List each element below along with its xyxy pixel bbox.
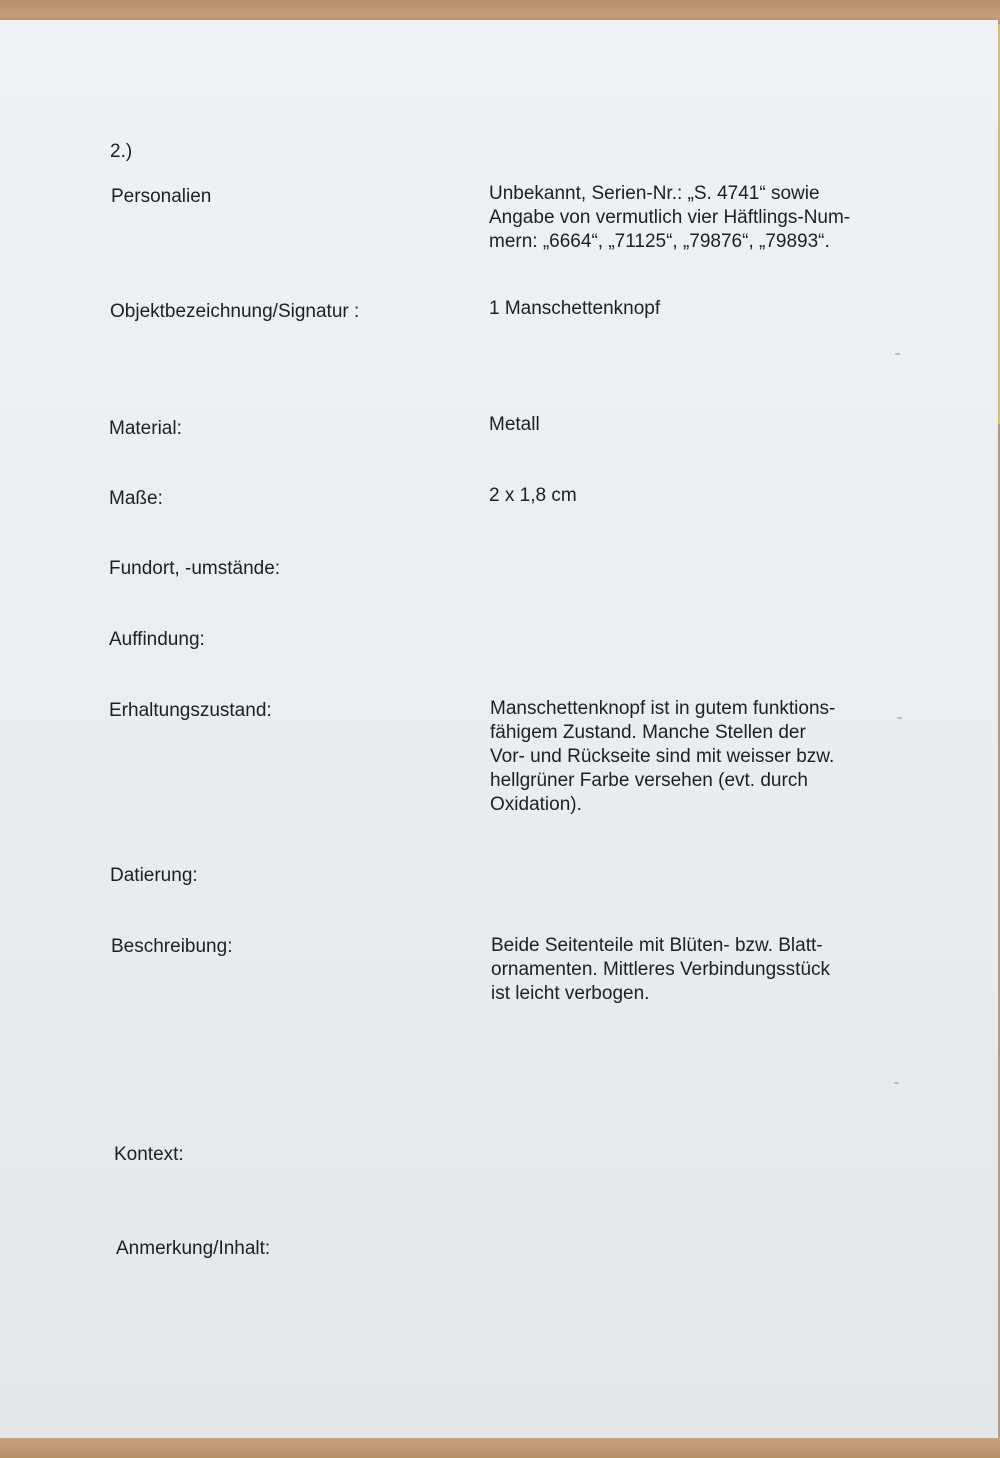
anmerkung-label: Anmerkung/Inhalt: (116, 1238, 271, 1259)
beschreibung-line: Beide Seitenteile mit Blüten- bzw. Blatt- (491, 935, 823, 956)
objektbezeichnung-line: 1 Manschettenknopf (489, 298, 661, 319)
material-line: Metall (489, 414, 540, 435)
desk-background-top (0, 0, 1000, 22)
erhaltungszustand-line: hellgrüner Farbe versehen (evt. durch (490, 770, 808, 791)
erhaltungszustand-line: fähigem Zustand. Manche Stellen der (490, 722, 806, 743)
personalien-line: Unbekannt, Serien-Nr.: „S. 4741“ sowie (489, 183, 820, 204)
personalien-line: Angabe von vermutlich vier Häftlings-Num- (489, 207, 851, 228)
objektbezeichnung-label: Objektbezeichnung/Signatur : (110, 301, 360, 322)
personalien-value (489, 182, 884, 254)
masse-value (489, 484, 884, 508)
fundort-label: Fundort, -umstände: (109, 558, 281, 579)
erhaltungszustand-line: Vor- und Rückseite sind mit weisser bzw. (490, 746, 835, 767)
auffindung-label: Auffindung: (109, 629, 205, 650)
personalien-label: Personalien (111, 186, 212, 207)
kontext-label: Kontext: (114, 1144, 184, 1165)
beschreibung-label: Beschreibung: (111, 936, 233, 957)
beschreibung-value (491, 934, 886, 1006)
masse-line: 2 x 1,8 cm (489, 485, 577, 506)
erhaltungszustand-value (490, 697, 885, 817)
masse-label: Maße: (109, 488, 163, 509)
datierung-label: Datierung: (110, 865, 198, 886)
personalien-line: mern: „6664“, „71125“, „79876“, „79893“. (489, 231, 830, 252)
desk-background-bottom (0, 1438, 1000, 1458)
erhaltungszustand-label: Erhaltungszustand: (109, 700, 272, 721)
document-number: 2.) (110, 141, 133, 162)
material-label: Material: (109, 418, 182, 439)
paper-speck (895, 353, 900, 355)
paper-speck (894, 1082, 899, 1084)
document-page (0, 20, 998, 1440)
objektbezeichnung-value (489, 297, 884, 321)
beschreibung-line: ornamenten. Mittleres Verbindungsstück (491, 959, 831, 980)
material-value (489, 413, 884, 437)
paper-speck (897, 717, 902, 719)
erhaltungszustand-line: Manschettenknopf ist in gutem funktions- (490, 698, 836, 719)
erhaltungszustand-line: Oxidation). (490, 794, 582, 815)
beschreibung-line: ist leicht verbogen. (491, 983, 650, 1004)
